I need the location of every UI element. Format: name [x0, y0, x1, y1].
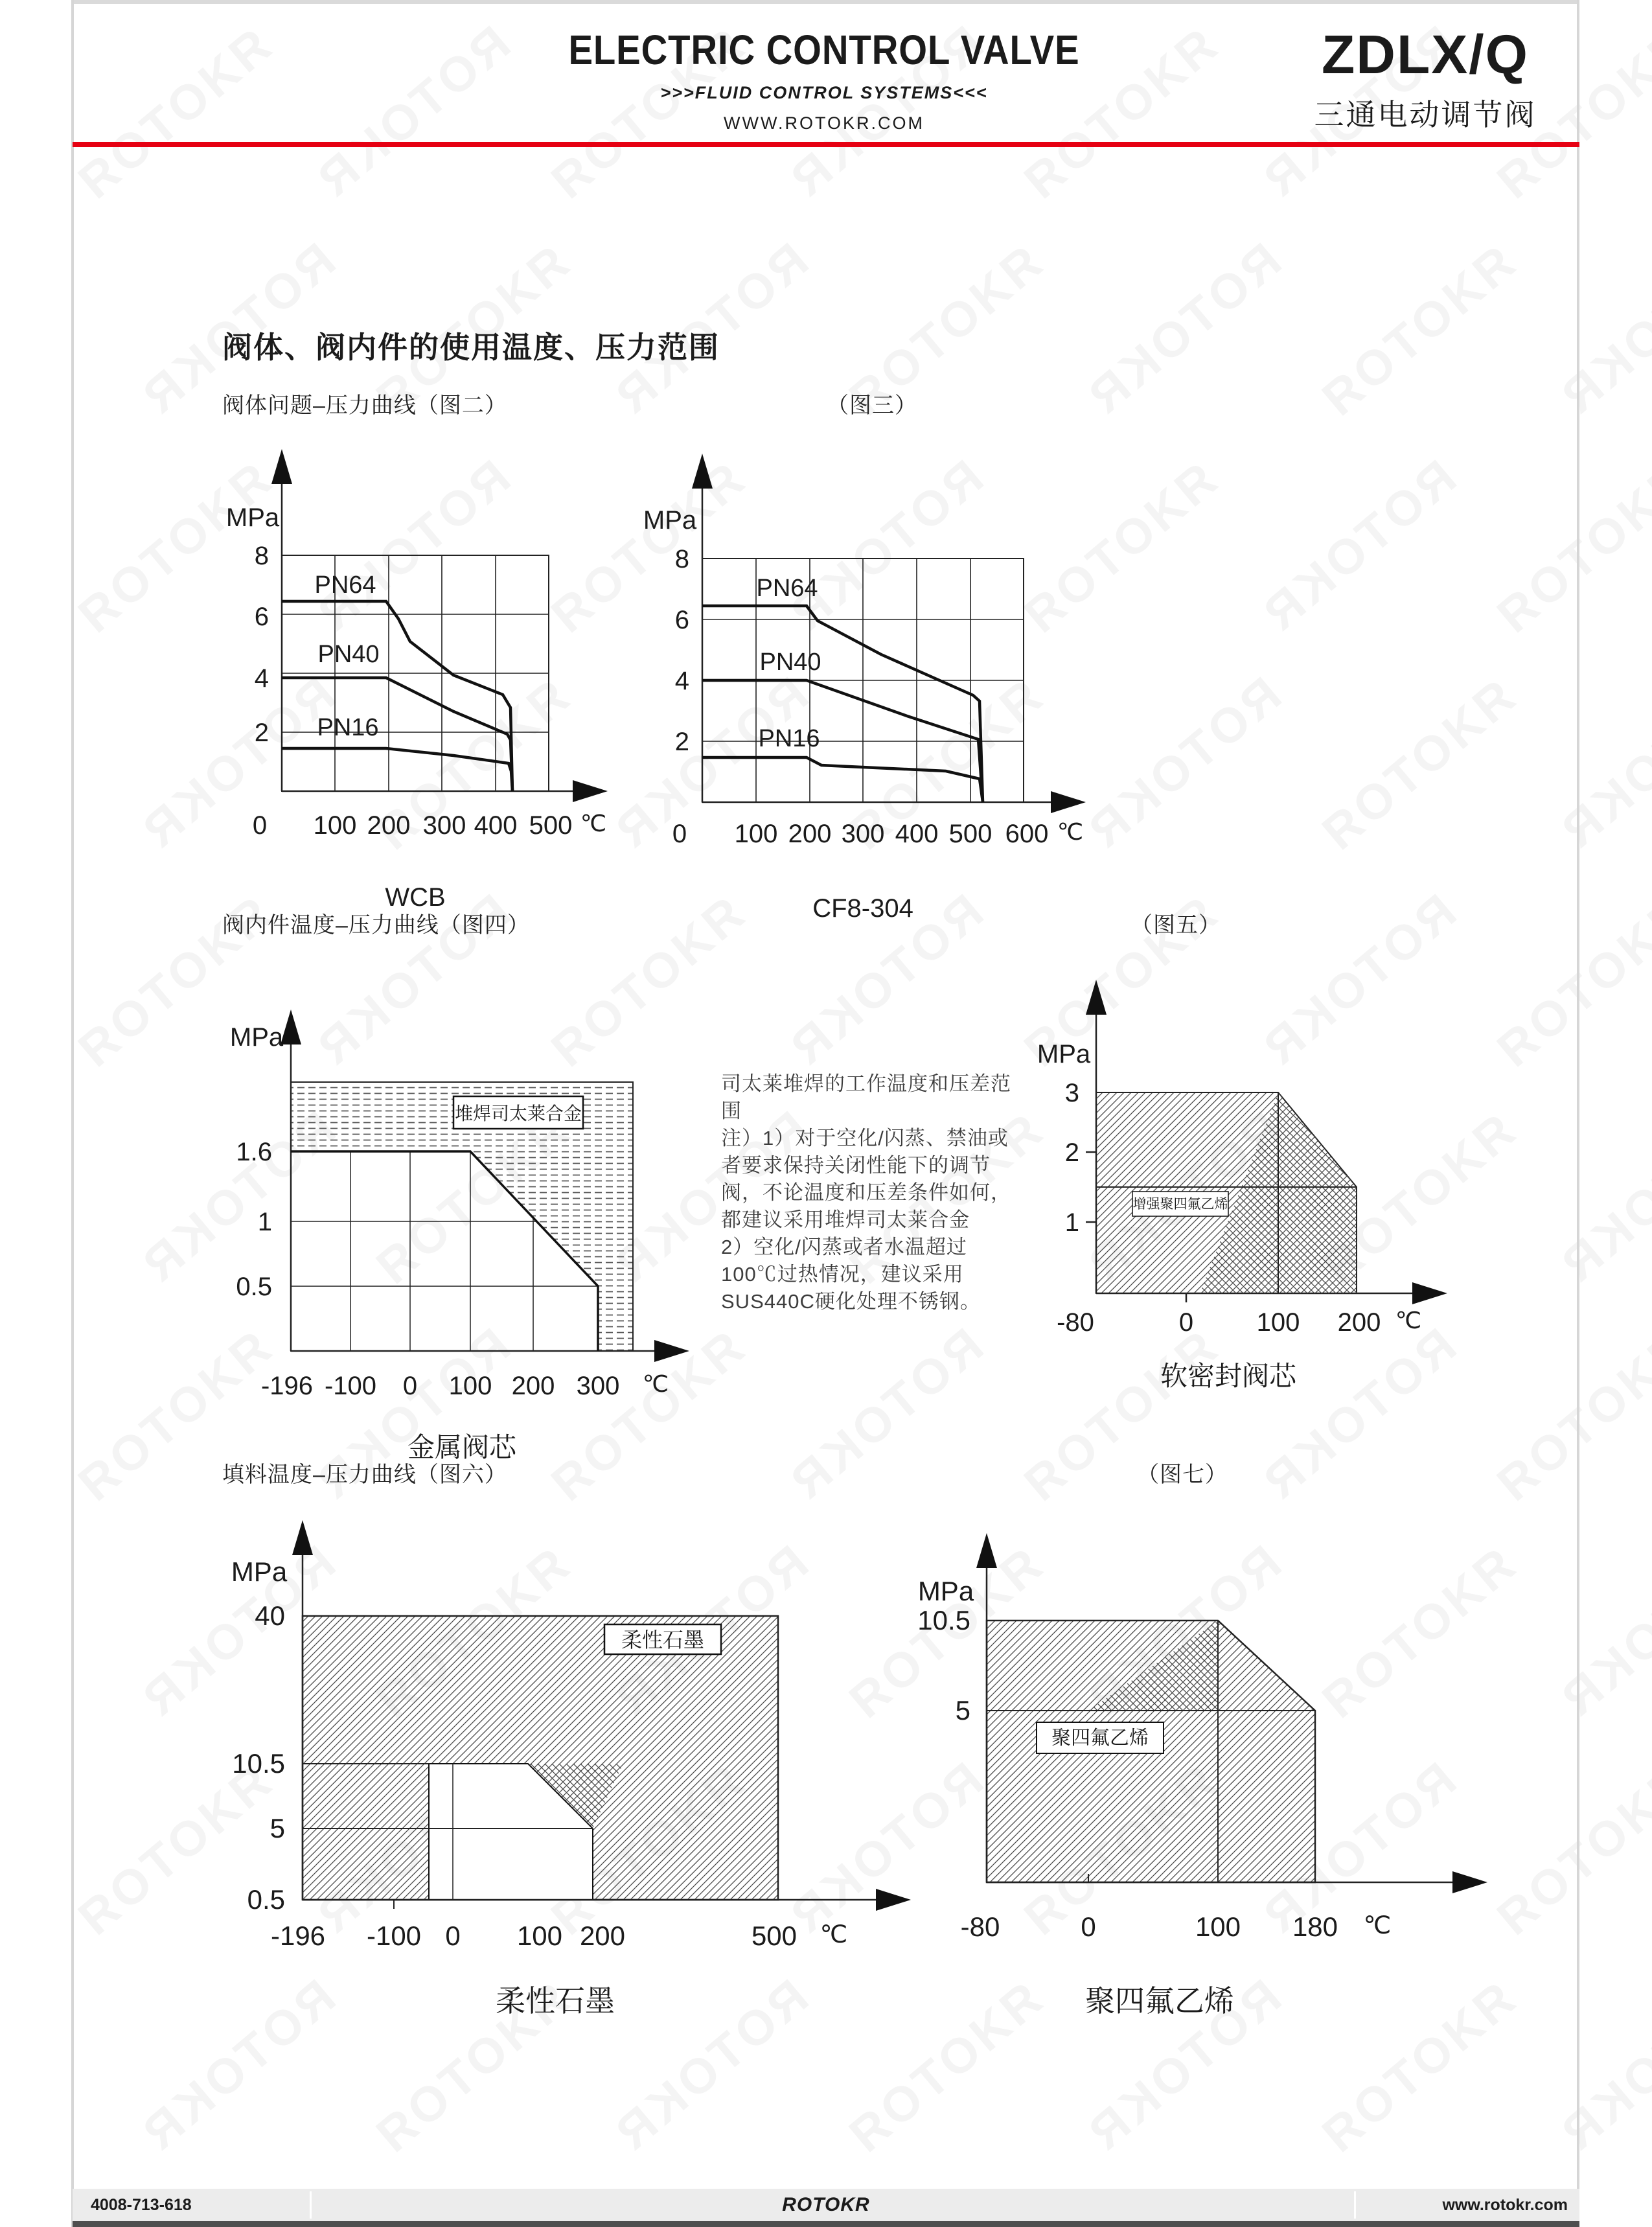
- fig7-label: 10.5: [917, 1605, 970, 1635]
- fig4-label: 300: [576, 1372, 620, 1400]
- fig5-label: -80: [1057, 1308, 1094, 1337]
- fig7-label: 0: [1081, 1911, 1096, 1942]
- fig2-label: 200: [367, 811, 411, 840]
- stellite-note-line: 100℃过热情况，建议采用: [721, 1263, 964, 1286]
- header-center: [452, 26, 1197, 133]
- fig5-label: 增强聚四氟乙烯: [1132, 1197, 1228, 1212]
- fig4-label: 1: [257, 1208, 272, 1236]
- fig3-label: 500: [948, 820, 992, 848]
- fig7-label: MPa: [917, 1576, 974, 1606]
- fig6-label: 10.5: [232, 1748, 285, 1779]
- fig3-label: PN40: [759, 649, 821, 676]
- fig7-label: 180: [1292, 1911, 1338, 1942]
- fig2-label: 6: [254, 603, 269, 631]
- fig6-label: -100: [366, 1921, 422, 1951]
- fig6-label: 40: [255, 1600, 285, 1631]
- fig4-label: ℃: [642, 1370, 669, 1397]
- fig5-label: 200: [1337, 1308, 1381, 1337]
- fig2-label: MPa: [225, 503, 280, 532]
- fig7-heading: （图七）: [1137, 1462, 1228, 1487]
- fig2-label: 300: [422, 811, 466, 840]
- fig5-label: 3: [1064, 1079, 1079, 1107]
- stellite-note-line: 者要求保持关闭性能下的调节: [721, 1154, 991, 1177]
- fig3-label: ℃: [1057, 818, 1084, 845]
- fig3-label: PN64: [756, 575, 818, 602]
- fig3-heading: （图三）: [827, 393, 917, 418]
- fig5-label: 1: [1064, 1208, 1079, 1237]
- fig2-label: 500: [529, 811, 573, 840]
- fig4-label: 金属阀芯: [407, 1432, 517, 1462]
- fig6-label: ℃: [820, 1921, 848, 1948]
- fig6-label: -196: [270, 1921, 326, 1951]
- fig4-label: -196: [260, 1372, 314, 1400]
- fig4-label: 0: [402, 1372, 418, 1400]
- fig3-label: PN16: [758, 725, 820, 752]
- page-title: ELECTRIC CONTROL VALVE: [568, 27, 1080, 73]
- fig6-label: 5: [270, 1813, 285, 1843]
- fig4-label: 100: [448, 1372, 492, 1400]
- fig3-label: 0: [672, 820, 687, 848]
- stellite-note-line: 2）空化/闪蒸或者水温超过: [721, 1236, 967, 1258]
- fig6-label: 柔性石墨: [621, 1628, 705, 1652]
- fig2-label: ℃: [580, 810, 607, 837]
- fig7-label: 5: [955, 1695, 970, 1725]
- footer-bar: [73, 2189, 1579, 2221]
- fig6-heading: 填料温度–压力曲线（图六）: [222, 1462, 507, 1487]
- fig6-label: MPa: [231, 1556, 288, 1587]
- footer-website: www.rotokr.com: [1442, 2196, 1568, 2214]
- fig2-label: PN16: [317, 714, 379, 741]
- fig3-label: 300: [841, 820, 885, 848]
- fig3-label: 200: [788, 820, 832, 848]
- header-website: WWW.ROTOKR.COM: [724, 113, 924, 133]
- fig6-label: 柔性石墨: [496, 1984, 615, 2018]
- stellite-note-line: 注）1）对于空化/闪蒸、禁油或: [721, 1127, 1009, 1149]
- fig6-label: 0: [445, 1921, 461, 1951]
- model-subtitle: 三通电动调节阀: [1314, 98, 1537, 132]
- fig5-label: 100: [1256, 1308, 1300, 1337]
- fig7-label: 聚四氟乙烯: [1051, 1727, 1149, 1749]
- fig2-label: 2: [254, 719, 269, 747]
- header-tagline: >>>FLUID CONTROL SYSTEMS<<<: [660, 83, 988, 102]
- fig3-label: 4: [674, 667, 689, 695]
- fig4-label: MPa: [229, 1023, 284, 1052]
- fig2-label: 0: [252, 811, 268, 840]
- fig6-label: 200: [579, 1921, 626, 1951]
- fig3-label: CF8-304: [812, 894, 913, 923]
- footer-phone: 4008-713-618: [91, 2196, 192, 2214]
- fig2-label: 8: [254, 542, 269, 570]
- fig5-heading: （图五）: [1130, 913, 1221, 938]
- fig3-label: MPa: [643, 506, 697, 535]
- stellite-note-line: 阀，不论温度和压差条件如何，: [721, 1181, 1011, 1204]
- fig5-label: 0: [1178, 1308, 1194, 1337]
- fig3-label: 100: [734, 820, 778, 848]
- fig5-label: MPa: [1037, 1040, 1091, 1068]
- fig4-label: 堆焊司太莱合金: [454, 1103, 582, 1124]
- footer-bottom-strip: [73, 2221, 1579, 2227]
- fig5-label: 软密封阀芯: [1160, 1361, 1297, 1391]
- fig4-heading: 阀内件温度–压力曲线（图四）: [222, 913, 530, 938]
- fig4-label: 1.6: [236, 1138, 272, 1166]
- fig4-label: 0.5: [236, 1273, 272, 1301]
- footer-brand: ROTOKR: [782, 2194, 870, 2215]
- fig7-label: 100: [1195, 1911, 1241, 1942]
- fig2-label: 400: [474, 811, 518, 840]
- fig2-label: WCB: [385, 883, 446, 912]
- stellite-note-line: SUS440C硬化处理不锈钢。: [721, 1290, 981, 1313]
- fig3-label: 600: [1005, 820, 1049, 848]
- fig6-label: 0.5: [247, 1884, 285, 1915]
- fig3-label: 6: [674, 606, 689, 634]
- fig3-label: 8: [674, 545, 689, 573]
- stellite-note-line: 都建议采用堆焊司太莱合金: [721, 1208, 970, 1231]
- fig6-label: 500: [751, 1921, 797, 1951]
- fig2-label: 100: [313, 811, 357, 840]
- section-title: 阀体、阀内件的使用温度、压力范围: [222, 330, 720, 364]
- header-model-block: [1289, 23, 1561, 134]
- fig5-label: 2: [1064, 1138, 1079, 1167]
- fig2-heading: 阀体问题–压力曲线（图二）: [222, 393, 507, 418]
- fig4-label: -100: [324, 1372, 377, 1400]
- header-rule: [73, 142, 1579, 147]
- fig6-label: 100: [516, 1921, 563, 1951]
- fig3-label: 400: [895, 820, 939, 848]
- fig2-label: PN64: [314, 571, 376, 599]
- stellite-note-line: 司太莱堆焊的工作温度和压差范围: [721, 1072, 1011, 1122]
- fig2-label: 4: [254, 664, 269, 693]
- fig7-label: 聚四氟乙烯: [1085, 1984, 1234, 2018]
- fig3-label: 2: [674, 728, 689, 756]
- fig5-label: ℃: [1395, 1307, 1422, 1333]
- fig7-label: -80: [960, 1911, 1000, 1942]
- stellite-note: [721, 1070, 1019, 1315]
- fig7-label: ℃: [1363, 1912, 1392, 1939]
- fig4-label: 200: [511, 1372, 555, 1400]
- fig2-label: PN40: [317, 641, 380, 668]
- model-code: ZDLX/Q: [1322, 24, 1529, 85]
